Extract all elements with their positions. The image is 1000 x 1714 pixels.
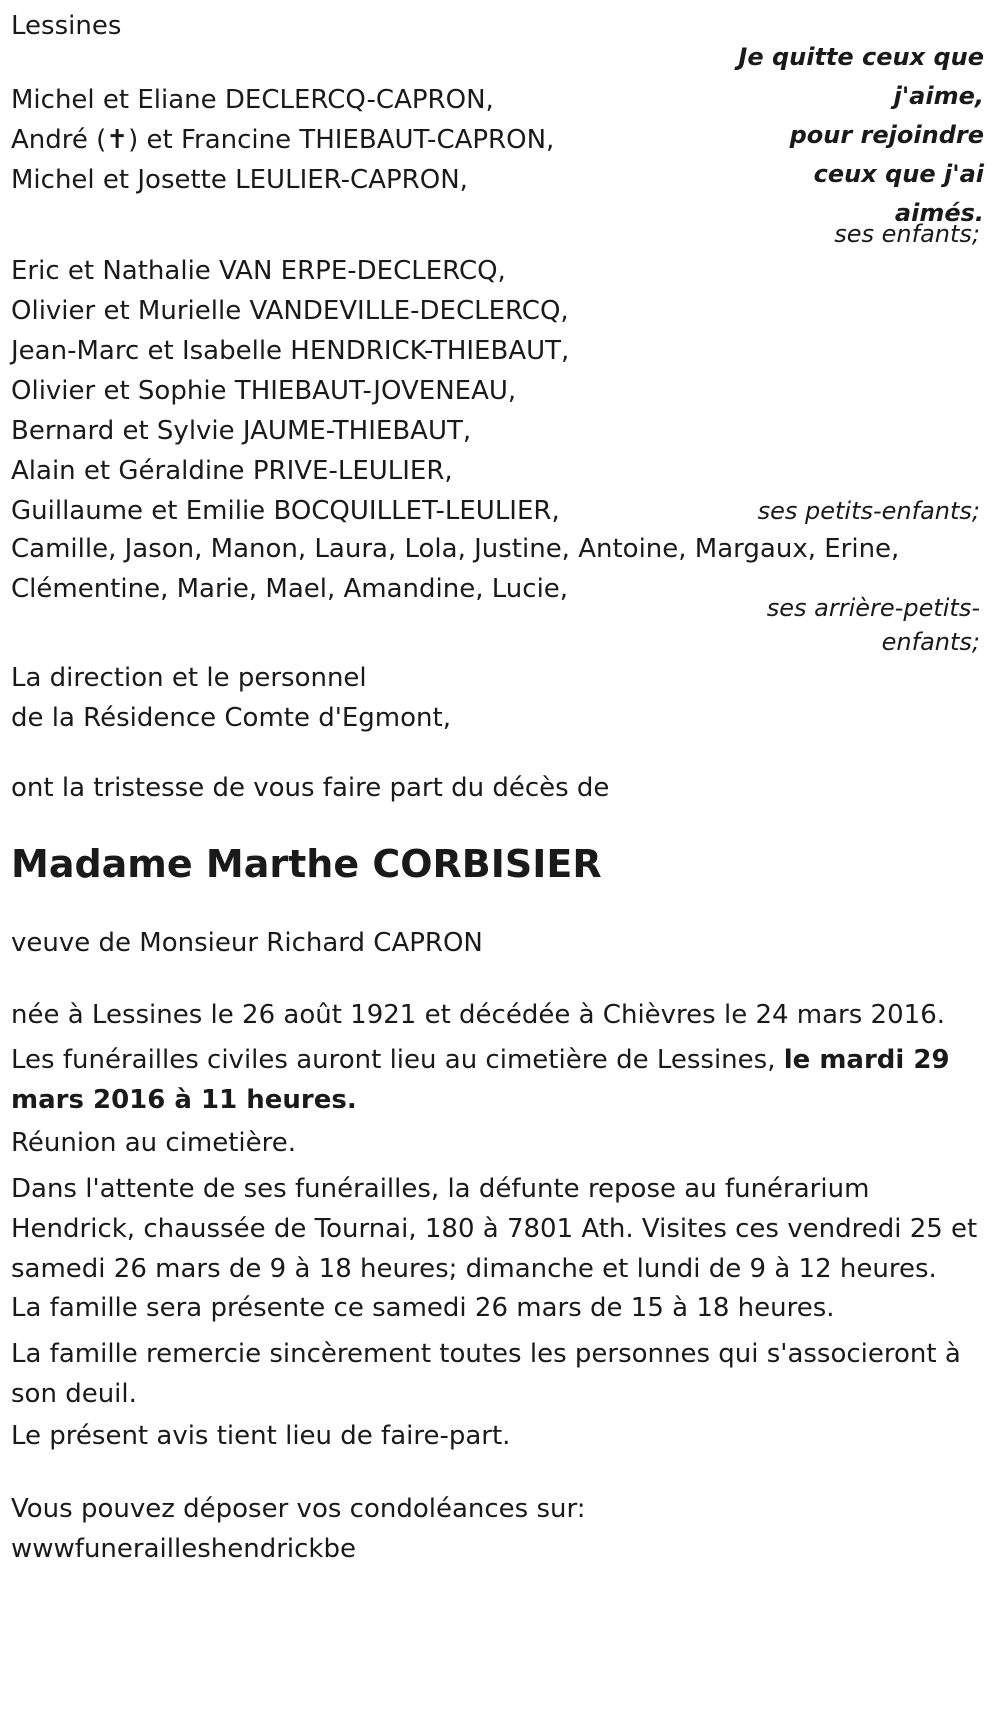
visits-info	[11, 1169, 977, 1289]
condolences-link[interactable]: wwwfunerailleshendrickbe	[11, 1534, 356, 1564]
grandchild-line: Olivier et Murielle VANDEVILLE-DECLERCQ,	[11, 296, 569, 326]
epitaph-quote	[724, 38, 984, 233]
grandchild-line: Alain et Géraldine PRIVE-LEULIER,	[11, 456, 453, 486]
staff-line: La direction et le personnel	[11, 663, 367, 693]
thanks-block	[11, 1334, 961, 1414]
great-grandchild-line: Camille, Jason, Manon, Laura, Lola, Justine, Antoine, Margaux, Erine,	[11, 534, 900, 564]
funeral-info	[11, 1040, 950, 1120]
quote-line: j'aime,	[893, 82, 984, 110]
notice: Le présent avis tient lieu de faire-part.	[11, 1421, 511, 1451]
condolences-block	[11, 1489, 586, 1569]
grandchild-line: Guillaume et Emilie BOCQUILLET-LEULIER,	[11, 496, 560, 526]
children-list	[11, 80, 554, 200]
child-line: Michel et Josette LEULIER-CAPRON,	[11, 165, 468, 195]
grandchildren-role: ses petits-enfants;	[757, 497, 980, 525]
visits-line: Hendrick, chaussée de Tournai, 180 à 7801 Ath. Visites ces vendredi 25 et	[11, 1214, 978, 1244]
announcement: ont la tristesse de vous faire part du décès de	[11, 773, 610, 803]
children-role: ses enfants;	[834, 220, 980, 248]
grandchild-line: Bernard et Sylvie JAUME-THIEBAUT,	[11, 416, 472, 446]
grandchild-line: Jean-Marc et Isabelle HENDRICK-THIEBAUT,	[11, 336, 570, 366]
funeral-line: Les funérailles civiles auront lieu au cimetière de Lessines, le mardi 29	[11, 1045, 950, 1075]
funeral-date-part-1: le mardi 29	[783, 1045, 950, 1075]
birth-death: née à Lessines le 26 août 1921 et décédée à Chièvres le 24 mars 2016.	[11, 1000, 945, 1030]
meeting-info: Réunion au cimetière.	[11, 1128, 297, 1158]
funeral-date-part-2: mars 2016 à 11 heures.	[11, 1085, 357, 1115]
thanks-line: La famille remercie sincèrement toutes les personnes qui s'associeront à	[11, 1339, 961, 1369]
thanks-line: son deuil.	[11, 1379, 137, 1409]
great-grandchildren-role-1: ses arrière-petits-	[766, 594, 980, 622]
family-presence: La famille sera présente ce samedi 26 mars de 15 à 18 heures.	[11, 1293, 835, 1323]
cross-icon: ✝	[106, 125, 129, 155]
widow-of: veuve de Monsieur Richard CAPRON	[11, 928, 483, 958]
grandchild-line: Olivier et Sophie THIEBAUT-JOVENEAU,	[11, 376, 517, 406]
visits-line: samedi 26 mars de 9 à 18 heures; dimanche et lundi de 9 à 12 heures.	[11, 1254, 937, 1284]
quote-line: pour rejoindre	[789, 121, 984, 149]
visits-line: Dans l'attente de ses funérailles, la défunte repose au funérarium	[11, 1174, 870, 1204]
quote-line: ceux que j'ai	[813, 160, 984, 188]
staff-block	[11, 658, 451, 738]
great-grandchildren-role-2: enfants;	[881, 628, 980, 656]
quote-line: aimés.	[894, 199, 984, 227]
condolences-label: Vous pouvez déposer vos condoléances sur:	[11, 1494, 586, 1524]
grandchildren-list	[11, 251, 569, 531]
great-grandchild-line: Clémentine, Marie, Mael, Amandine, Lucie,	[11, 574, 569, 604]
child-line: André (✝) et Francine THIEBAUT-CAPRON,	[11, 125, 555, 155]
place-label: Lessines	[11, 11, 122, 41]
staff-line: de la Résidence Comte d'Egmont,	[11, 703, 451, 733]
grandchild-line: Eric et Nathalie VAN ERPE-DECLERCQ,	[11, 256, 506, 286]
child-line: Michel et Eliane DECLERCQ-CAPRON,	[11, 85, 494, 115]
quote-line: Je quitte ceux que	[738, 43, 984, 71]
deceased-name: Madame Marthe CORBISIER	[11, 842, 602, 886]
